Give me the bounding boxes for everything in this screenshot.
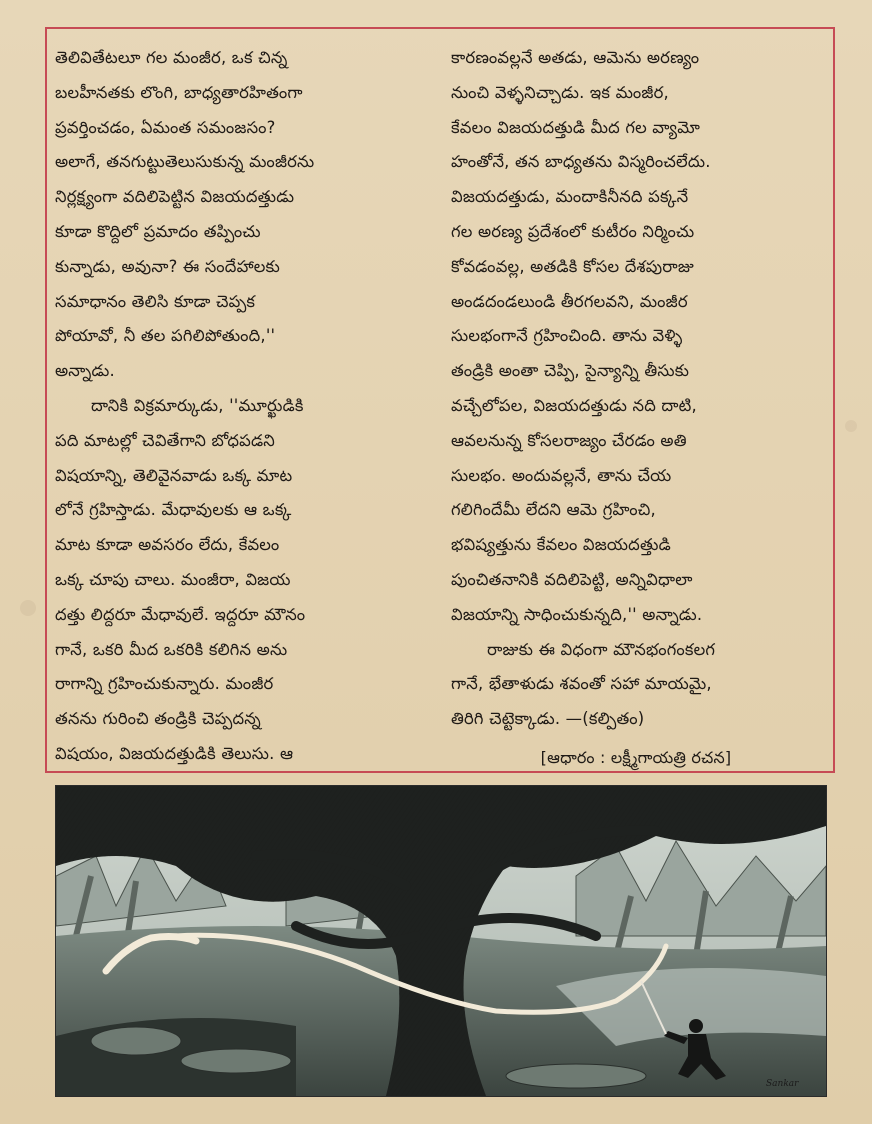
text-line: తనను గురించి తండ్రికి చెప్పదన్న <box>55 709 261 729</box>
text-line: అండదండలుండి తీరగలవని, మంజీర <box>451 291 688 311</box>
text-line: మాట కూడా అవసరం లేదు, కేవలం <box>55 535 280 555</box>
text-line: ఒక్క చూపు చాలు. మంజీరా, విజయ <box>55 569 291 589</box>
text-line: గల అరణ్య ప్రదేశంలో కుటీరం నిర్మించు <box>451 221 695 241</box>
text-line: తండ్రికి అంతా చెప్పి, సైన్యాన్ని తీసుకు <box>451 361 690 381</box>
artist-signature: Sankar <box>766 1079 799 1089</box>
text-line: అలాగే, తనగుట్టుతెలుసుకున్న మంజీరను <box>55 152 315 172</box>
text-line: సులభం. అందువల్లనే, తాను చేయ <box>451 465 672 485</box>
text-line: దత్తు లిద్దరూ మేధావులే. ఇద్దరూ మౌనం <box>55 604 306 624</box>
text-line: గానే, ఒకరి మీద ఒకరికి కలిగిన అను <box>55 639 288 659</box>
text-line: నిర్లక్ష్యంగా వదిలిపెట్టిన విజయదత్తుడు <box>55 187 295 207</box>
story-text-frame <box>45 27 835 773</box>
text-line: విషయం, విజయదత్తుడికి తెలుసు. ఆ <box>55 743 294 763</box>
text-line: బలహీనతకు లొంగి, బాధ్యతారహితంగా <box>55 82 303 102</box>
right-text-column <box>451 41 821 776</box>
text-line: తెలివితేటలూ గల మంజీర, ఒక చిన్న <box>55 48 288 67</box>
text-line: రాజుకు ఈ విధంగా మౌనభంగంకలగ <box>487 639 716 659</box>
text-line: సులభంగానే గ్రహించింది. తాను వెళ్ళి <box>451 326 683 346</box>
text-line: పది మాటల్లో చెవితేగాని బోధపడని <box>55 430 275 450</box>
text-line: ఆవలనున్న కోసలరాజ్యం చేరడం అతి <box>451 430 687 450</box>
text-line: సమాధానం తెలిసి కూడా చెప్పక <box>55 291 256 311</box>
source-credit: [ఆధారం : లక్ష్మీగాయత్రి రచన] <box>540 747 732 767</box>
text-line: గానే, భేతాళుడు శవంతో సహా మాయమై, <box>451 674 712 694</box>
text-line: ప్రవర్తించడం, ఏమంత సమంజసం? <box>55 117 276 137</box>
text-line: పుంచితనానికి వదిలిపెట్టి, అన్నివిధాలా <box>451 569 693 589</box>
text-line: అన్నాడు. <box>55 361 115 381</box>
text-line: గలిగిందేమీ లేదని ఆమె గ్రహించి, <box>451 500 656 520</box>
text-line: తిరిగి చెట్టెక్కాడు. —(కల్పితం) <box>451 709 645 729</box>
text-line: లోనే గ్రహిస్తాడు. మేధావులకు ఆ ఒక్క <box>55 500 292 520</box>
text-line: పోయావో, నీ తల పగిలిపోతుంది,'' <box>55 326 276 346</box>
text-line: విజయదత్తుడు, మందాకినీనది పక్కనే <box>451 187 689 207</box>
forest-illustration <box>55 785 827 1097</box>
text-line: కూడా కొద్దిలో ప్రమాదం తప్పించు <box>55 221 261 241</box>
text-line: కేవలం విజయదత్తుడి మీద గల వ్యామో <box>451 117 700 137</box>
illustration-drawing <box>56 786 826 1096</box>
text-line: విషయాన్ని, తెలివైనవాడు ఒక్క మాట <box>55 465 293 485</box>
text-line: వచ్చేలోపల, విజయదత్తుడు నది దాటి, <box>451 395 697 415</box>
text-line: కోవడంవల్ల, అతడికి కోసల దేశపురాజు <box>451 256 694 276</box>
text-line: నుంచి వెళ్ళనిచ్చాడు. ఇక మంజీర, <box>451 82 669 102</box>
text-line: హంతోనే, తన బాధ్యతను విస్మరించలేదు. <box>451 152 711 172</box>
text-line: రాగాన్ని గ్రహించుకున్నారు. మంజీర <box>55 674 274 694</box>
text-line: విజయాన్ని సాధించుకున్నది,'' అన్నాడు. <box>451 604 703 624</box>
text-line: కారణంవల్లనే అతడు, ఆమెను అరణ్యం <box>451 48 700 67</box>
left-text-column <box>55 41 425 772</box>
text-line: భవిష్యత్తును కేవలం విజయదత్తుడి <box>451 535 671 555</box>
text-line: కున్నాడు, అవునా? ఈ సందేహాలకు <box>55 256 280 276</box>
text-line: దానికి విక్రమార్కుడు, ''మూర్ఖుడికి <box>91 395 304 415</box>
